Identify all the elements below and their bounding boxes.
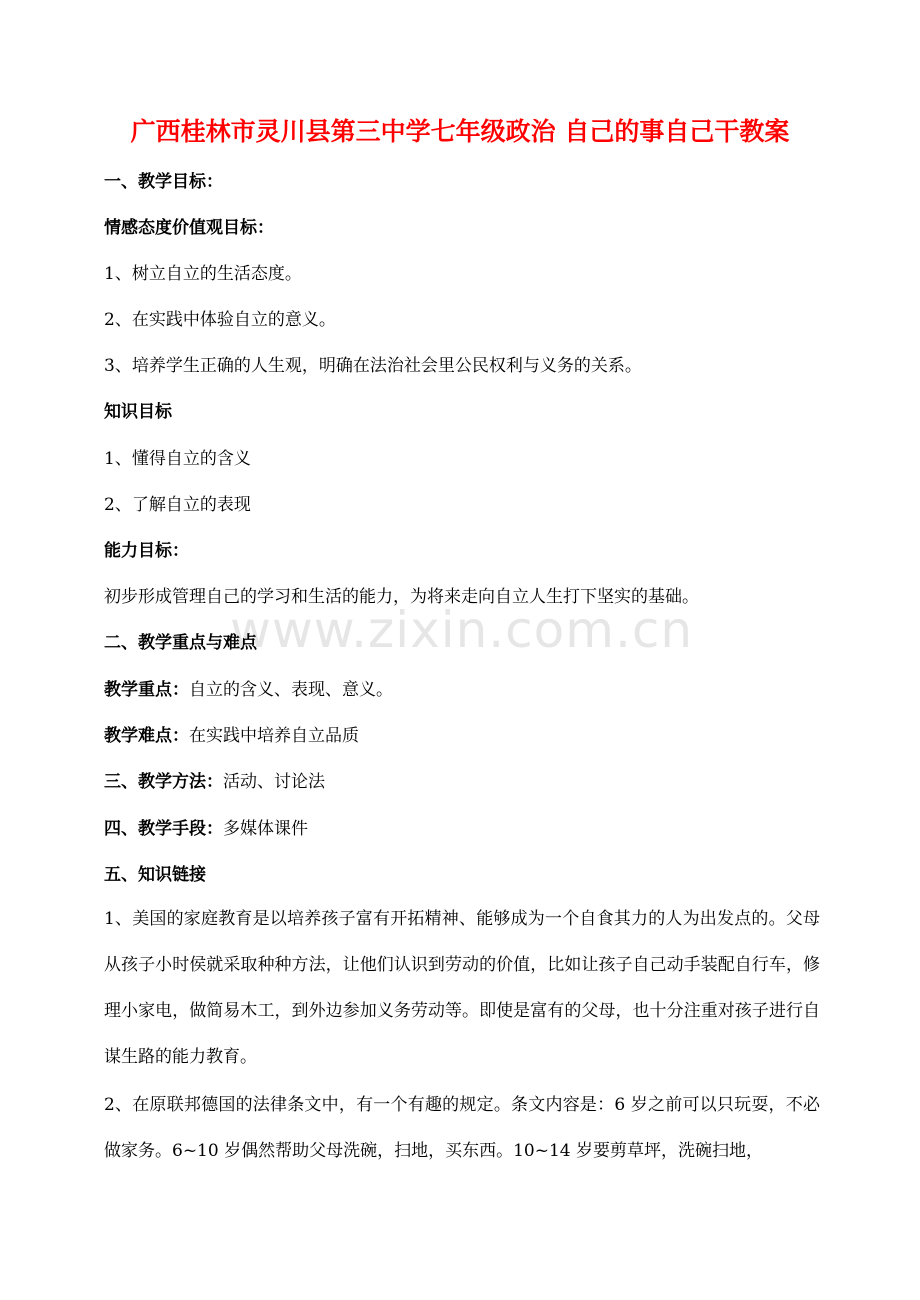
section-heading-objectives: 一、教学目标： bbox=[104, 172, 223, 192]
method-line bbox=[104, 770, 824, 794]
watermark: www.zixin.com.cn bbox=[230, 601, 694, 659]
section-heading-key-points: 二、教学重点与难点 bbox=[104, 633, 257, 653]
section-heading-knowledge-link: 五、知识链接 bbox=[104, 865, 206, 885]
knowledge-paragraph-1: 1、美国的家庭教育是以培养孩子富有开拓精神、能够成为一个自食其力的人为出发点的。父母从孩子小时侯就采取种种方法，让他们认识到劳动的价值，比如让孩子自己动手装配自行车，修理小家电，做简易木工，到外边参加义务劳动等。即使是富有的父母，也十分注重对孩子进行自谋生路的能力教育。 bbox=[104, 909, 820, 1067]
subheading-attitude-goals: 情感态度价值观目标： bbox=[104, 218, 274, 238]
list-item: 2、在实践中体验自立的意义。 bbox=[104, 310, 336, 330]
difficulty-text: 在实践中培养自立品质 bbox=[189, 726, 359, 746]
difficulty-line bbox=[104, 724, 824, 748]
list-item: 3、培养学生正确的人生观，明确在法治社会里公民权利与义务的关系。 bbox=[104, 356, 642, 376]
key-point-text: 自立的含义、表现、意义。 bbox=[189, 680, 393, 700]
list-item: 1、懂得自立的含义 bbox=[104, 449, 251, 469]
subheading-ability-goals: 能力目标： bbox=[104, 541, 189, 561]
list-item: 2、了解自立的表现 bbox=[104, 495, 251, 515]
method-text: 活动、讨论法 bbox=[223, 772, 325, 792]
key-point-label: 教学重点： bbox=[104, 680, 189, 700]
knowledge-paragraph-2: 2、在原联邦德国的法律条文中，有一个有趣的规定。条文内容是：6 岁之前可以只玩耍，不必做家务。6~10 岁偶然帮助父母洗碗，扫地，买东西。10~14 岁要剪草坪，洗碗扫地， bbox=[104, 1095, 820, 1161]
subheading-knowledge-goals: 知识目标 bbox=[104, 402, 172, 422]
means-line bbox=[104, 817, 824, 841]
means-label: 四、教学手段： bbox=[104, 819, 223, 839]
method-label: 三、教学方法： bbox=[104, 772, 223, 792]
key-point-line bbox=[104, 678, 824, 702]
ability-goal-text: 初步形成管理自己的学习和生活的能力，为将来走向自立人生打下坚实的基础。 bbox=[104, 587, 699, 607]
means-text: 多媒体课件 bbox=[223, 819, 308, 839]
list-item: 1、树立自立的生活态度。 bbox=[104, 264, 302, 284]
document-title: 广西桂林市灵川县第三中学七年级政治 自己的事自己干教案 bbox=[130, 117, 790, 146]
difficulty-label: 教学难点： bbox=[104, 726, 189, 746]
